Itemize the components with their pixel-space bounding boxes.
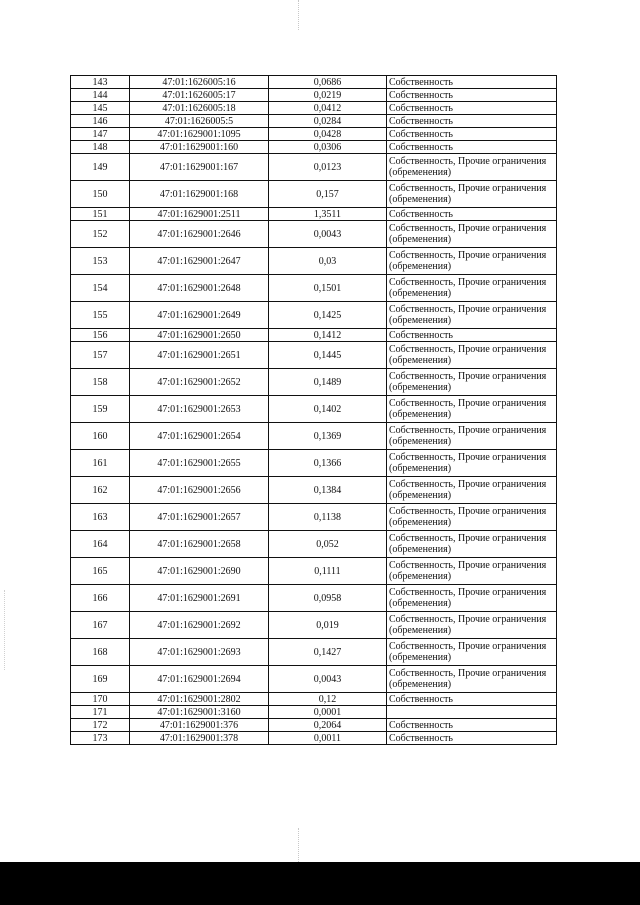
table-row — [71, 89, 557, 102]
cadastral-number-cell: 47:01:1629001:3160 — [130, 706, 269, 719]
row-number-cell: 162 — [71, 477, 130, 504]
row-number-cell: 163 — [71, 504, 130, 531]
cadastral-number-cell: 47:01:1629001:160 — [130, 141, 269, 154]
right-type-cell: Собственность, Прочие ограничения (обременения) — [387, 558, 557, 585]
table-row — [71, 342, 557, 369]
cadastral-number-cell: 47:01:1629001:2651 — [130, 342, 269, 369]
right-type-cell: Собственность, Прочие ограничения (обременения) — [387, 221, 557, 248]
cadastral-number-cell: 47:01:1629001:2656 — [130, 477, 269, 504]
cadastral-number-cell: 47:01:1629001:378 — [130, 732, 269, 745]
row-number-cell: 147 — [71, 128, 130, 141]
table-row — [71, 639, 557, 666]
row-number-cell: 167 — [71, 612, 130, 639]
scan-margin-mark — [4, 590, 5, 670]
row-number-cell: 156 — [71, 329, 130, 342]
right-type-cell: Собственность, Прочие ограничения (обременения) — [387, 423, 557, 450]
area-cell: 0,0123 — [269, 154, 387, 181]
area-cell: 0,1412 — [269, 329, 387, 342]
right-type-cell: Собственность — [387, 89, 557, 102]
table-row — [71, 612, 557, 639]
area-cell: 0,0284 — [269, 115, 387, 128]
cadastral-number-cell: 47:01:1629001:2655 — [130, 450, 269, 477]
area-cell: 0,0412 — [269, 102, 387, 115]
row-number-cell: 173 — [71, 732, 130, 745]
area-cell: 0,0306 — [269, 141, 387, 154]
right-type-cell: Собственность — [387, 141, 557, 154]
cadastral-number-cell: 47:01:1629001:2511 — [130, 208, 269, 221]
area-cell: 0,2064 — [269, 719, 387, 732]
table-row — [71, 719, 557, 732]
row-number-cell: 157 — [71, 342, 130, 369]
area-cell: 0,1369 — [269, 423, 387, 450]
cadastral-number-cell: 47:01:1629001:376 — [130, 719, 269, 732]
right-type-cell: Собственность — [387, 115, 557, 128]
area-cell: 0,052 — [269, 531, 387, 558]
cadastral-number-cell: 47:01:1629001:2649 — [130, 302, 269, 329]
row-number-cell: 159 — [71, 396, 130, 423]
row-number-cell: 164 — [71, 531, 130, 558]
row-number-cell: 144 — [71, 89, 130, 102]
cadastral-number-cell: 47:01:1629001:1095 — [130, 128, 269, 141]
table-row — [71, 102, 557, 115]
right-type-cell: Собственность, Прочие ограничения (обременения) — [387, 275, 557, 302]
area-cell: 0,1501 — [269, 275, 387, 302]
table-row — [71, 504, 557, 531]
right-type-cell: Собственность — [387, 76, 557, 89]
table-row — [71, 666, 557, 693]
right-type-cell: Собственность, Прочие ограничения (обременения) — [387, 585, 557, 612]
row-number-cell: 171 — [71, 706, 130, 719]
cadastral-number-cell: 47:01:1626005:17 — [130, 89, 269, 102]
cadastral-number-cell: 47:01:1629001:2650 — [130, 329, 269, 342]
right-type-cell: Собственность — [387, 128, 557, 141]
right-type-cell: Собственность, Прочие ограничения (обременения) — [387, 504, 557, 531]
table-row — [71, 423, 557, 450]
cadastral-number-cell: 47:01:1629001:2647 — [130, 248, 269, 275]
row-number-cell: 149 — [71, 154, 130, 181]
row-number-cell: 150 — [71, 181, 130, 208]
table-row — [71, 275, 557, 302]
area-cell: 0,03 — [269, 248, 387, 275]
right-type-cell: Собственность, Прочие ограничения (обременения) — [387, 666, 557, 693]
area-cell: 0,1427 — [269, 639, 387, 666]
row-number-cell: 145 — [71, 102, 130, 115]
row-number-cell: 168 — [71, 639, 130, 666]
cadastral-number-cell: 47:01:1629001:2648 — [130, 275, 269, 302]
cadastral-number-cell: 47:01:1629001:2691 — [130, 585, 269, 612]
scan-fold-line-bottom — [298, 828, 299, 862]
table-row — [71, 558, 557, 585]
area-cell: 0,0043 — [269, 221, 387, 248]
table-row — [71, 248, 557, 275]
cadastral-number-cell: 47:01:1629001:2694 — [130, 666, 269, 693]
table-row — [71, 477, 557, 504]
area-cell: 0,0686 — [269, 76, 387, 89]
row-number-cell: 152 — [71, 221, 130, 248]
row-number-cell: 143 — [71, 76, 130, 89]
right-type-cell: Собственность, Прочие ограничения (обременения) — [387, 477, 557, 504]
table-row — [71, 329, 557, 342]
cadastral-number-cell: 47:01:1629001:2653 — [130, 396, 269, 423]
area-cell: 0,1425 — [269, 302, 387, 329]
right-type-cell: Собственность — [387, 732, 557, 745]
cadastral-number-cell: 47:01:1629001:167 — [130, 154, 269, 181]
right-type-cell: Собственность, Прочие ограничения (обременения) — [387, 248, 557, 275]
area-cell: 0,157 — [269, 181, 387, 208]
right-type-cell: Собственность — [387, 693, 557, 706]
area-cell: 0,1445 — [269, 342, 387, 369]
row-number-cell: 161 — [71, 450, 130, 477]
row-number-cell: 154 — [71, 275, 130, 302]
cadastral-number-cell: 47:01:1629001:2658 — [130, 531, 269, 558]
row-number-cell: 160 — [71, 423, 130, 450]
table-row — [71, 585, 557, 612]
area-cell: 0,1402 — [269, 396, 387, 423]
area-cell: 0,1138 — [269, 504, 387, 531]
cadastral-number-cell: 47:01:1629001:2802 — [130, 693, 269, 706]
row-number-cell: 158 — [71, 369, 130, 396]
area-cell: 0,0001 — [269, 706, 387, 719]
table-row — [71, 732, 557, 745]
table-row — [71, 141, 557, 154]
right-type-cell: Собственность, Прочие ограничения (обременения) — [387, 612, 557, 639]
cadastral-number-cell: 47:01:1629001:168 — [130, 181, 269, 208]
area-cell: 0,1366 — [269, 450, 387, 477]
right-type-cell: Собственность — [387, 208, 557, 221]
area-cell: 0,1489 — [269, 369, 387, 396]
row-number-cell: 166 — [71, 585, 130, 612]
table-row — [71, 396, 557, 423]
area-cell: 0,0219 — [269, 89, 387, 102]
cadastral-number-cell: 47:01:1629001:2692 — [130, 612, 269, 639]
area-cell: 0,1111 — [269, 558, 387, 585]
area-cell: 0,1384 — [269, 477, 387, 504]
area-cell: 0,0958 — [269, 585, 387, 612]
right-type-cell: Собственность — [387, 102, 557, 115]
cadastral-number-cell: 47:01:1629001:2654 — [130, 423, 269, 450]
right-type-cell: Собственность, Прочие ограничения (обременения) — [387, 396, 557, 423]
table-row — [71, 706, 557, 719]
row-number-cell: 169 — [71, 666, 130, 693]
right-type-cell — [387, 706, 557, 719]
area-cell: 0,0011 — [269, 732, 387, 745]
table-row — [71, 208, 557, 221]
table-row — [71, 221, 557, 248]
area-cell: 1,3511 — [269, 208, 387, 221]
row-number-cell: 172 — [71, 719, 130, 732]
table-row — [71, 128, 557, 141]
table-row — [71, 531, 557, 558]
table-body — [71, 76, 557, 745]
right-type-cell: Собственность, Прочие ограничения (обременения) — [387, 342, 557, 369]
row-number-cell: 153 — [71, 248, 130, 275]
area-cell: 0,0043 — [269, 666, 387, 693]
cadastral-number-cell: 47:01:1629001:2652 — [130, 369, 269, 396]
area-cell: 0,019 — [269, 612, 387, 639]
cadastral-number-cell: 47:01:1629001:2690 — [130, 558, 269, 585]
row-number-cell: 151 — [71, 208, 130, 221]
cadastral-number-cell: 47:01:1629001:2693 — [130, 639, 269, 666]
cadastral-number-cell: 47:01:1629001:2657 — [130, 504, 269, 531]
row-number-cell: 146 — [71, 115, 130, 128]
table-row — [71, 302, 557, 329]
row-number-cell: 155 — [71, 302, 130, 329]
table-row — [71, 693, 557, 706]
land-parcel-table — [70, 75, 557, 745]
area-cell: 0,12 — [269, 693, 387, 706]
cadastral-number-cell: 47:01:1626005:18 — [130, 102, 269, 115]
scan-bottom-edge — [0, 862, 640, 905]
right-type-cell: Собственность, Прочие ограничения (обременения) — [387, 369, 557, 396]
right-type-cell: Собственность, Прочие ограничения (обременения) — [387, 450, 557, 477]
cadastral-number-cell: 47:01:1626005:16 — [130, 76, 269, 89]
table-row — [71, 450, 557, 477]
right-type-cell: Собственность, Прочие ограничения (обременения) — [387, 531, 557, 558]
right-type-cell: Собственность, Прочие ограничения (обременения) — [387, 302, 557, 329]
right-type-cell: Собственность — [387, 719, 557, 732]
table-row — [71, 115, 557, 128]
right-type-cell: Собственность, Прочие ограничения (обременения) — [387, 154, 557, 181]
cadastral-number-cell: 47:01:1629001:2646 — [130, 221, 269, 248]
scan-fold-line-top — [298, 0, 299, 30]
table-row — [71, 369, 557, 396]
row-number-cell: 170 — [71, 693, 130, 706]
table-row — [71, 181, 557, 208]
table-row — [71, 76, 557, 89]
row-number-cell: 148 — [71, 141, 130, 154]
row-number-cell: 165 — [71, 558, 130, 585]
right-type-cell: Собственность — [387, 329, 557, 342]
right-type-cell: Собственность, Прочие ограничения (обременения) — [387, 639, 557, 666]
table-row — [71, 154, 557, 181]
right-type-cell: Собственность, Прочие ограничения (обременения) — [387, 181, 557, 208]
area-cell: 0,0428 — [269, 128, 387, 141]
cadastral-number-cell: 47:01:1626005:5 — [130, 115, 269, 128]
